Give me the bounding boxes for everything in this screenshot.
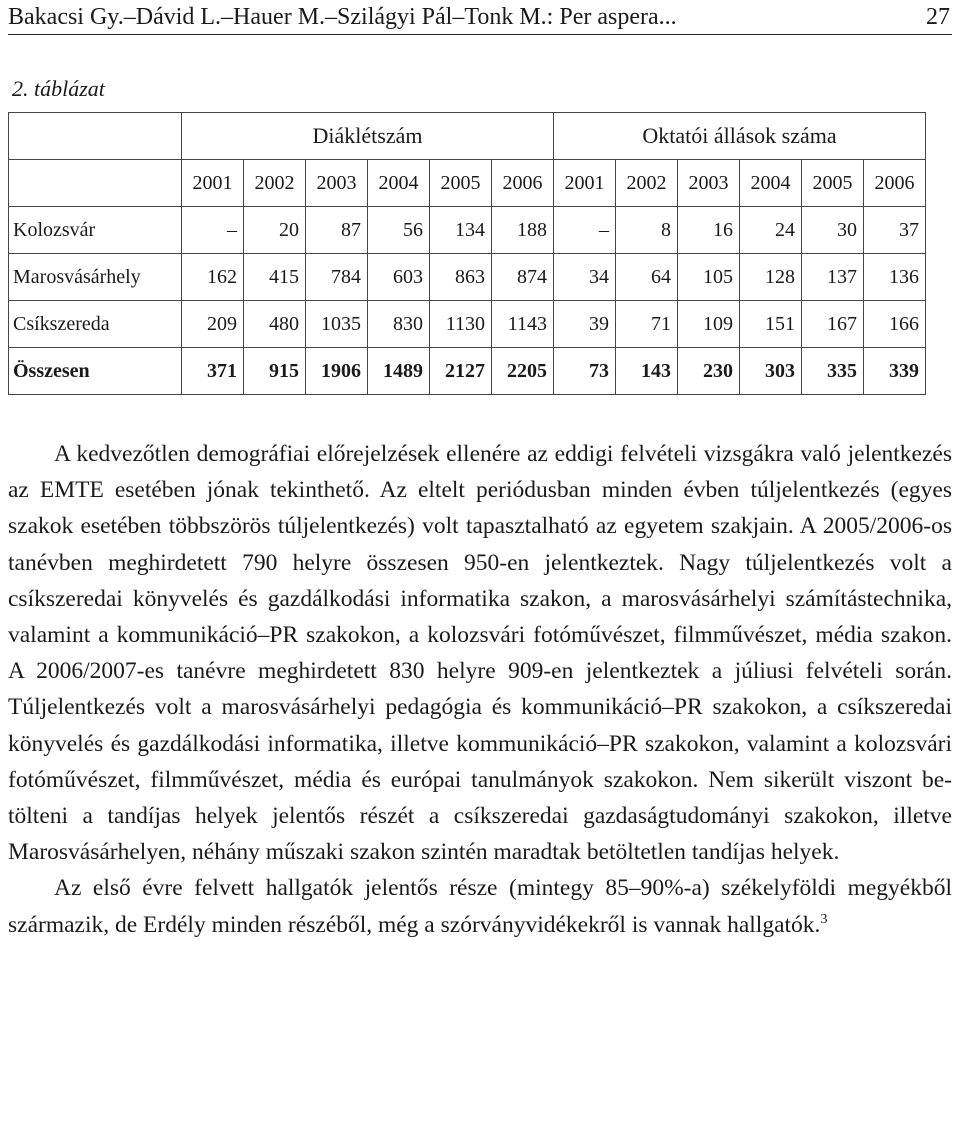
paragraph-text: A kedvezőtlen demográfiai előrejelzések ellenére az eddigi felvételi vizsgákra való jelentkezés az EMTE esetében jónak tekinthető. Az eltelt periódusban minden évben túljelentkezés (egyes szakok esetében többszörös túljelentkezés) volt tapasztalható az egyetem szakjain. A 2005/2006-os tanévben meghirdetett 790 helyre összesen 950-en jelentkeztek. Nagy túljelentkezés volt a csíkszeredai könyvelés és gazdálkodási informatika szakon, a marosvásárhelyi számítástechnika, valamint a kommunikáció–PR szakokon, a kolozsvári fotóművészet, filmművészet, média szakon. A 2006/2007-es tanévre meghirdetett 830 helyre 909-en jelentkeztek a júliusi felvételi során. Túljelentkezés volt a marosvásárhelyi pedagógia és kommunikáció–PR szakokon, a csíkszeredai könyvelés és gazdálkodási informatika, illetve kommunikáció–PR szakokon, valamint a kolozsvári fotóművészet, filmművészet, média és európai tanulmányok szakokon. Nem sikerült viszont betölteni a tandíjas helyek jelentős részét a csíkszeredai gazdaságtudományi szakokon, illetve Marosvásárhelyen, néhány műszaki szakon szintén maradtak betöltetlen tandíjas helyek. <box>8 441 952 866</box>
table-cell: 143 <box>616 348 678 395</box>
running-header <box>8 0 952 35</box>
paragraph <box>8 870 952 942</box>
table-cell: 1035 <box>306 301 368 348</box>
table-cell: 1906 <box>306 348 368 395</box>
table-cell: 162 <box>182 254 244 301</box>
table-cell: 87 <box>306 207 368 254</box>
table-cell: 603 <box>368 254 430 301</box>
table-group-header-row <box>9 113 926 160</box>
table-cell: 128 <box>740 254 802 301</box>
table-cell: 64 <box>616 254 678 301</box>
table-cell: 209 <box>182 301 244 348</box>
table-row <box>9 254 926 301</box>
year-cell: 2001 <box>182 160 244 207</box>
running-title: Bakacsi Gy.–Dávid L.–Hauer M.–Szilágyi Pál–Tonk M.: Per aspera... <box>8 4 677 30</box>
enrollment-table <box>8 112 926 395</box>
year-cell: 2006 <box>864 160 926 207</box>
empty-corner-cell <box>9 113 182 160</box>
year-cell: 2004 <box>740 160 802 207</box>
row-label-csikszereda: Csíkszereda <box>9 301 182 348</box>
table-cell: 2127 <box>430 348 492 395</box>
table-cell: 134 <box>430 207 492 254</box>
table-cell: 39 <box>554 301 616 348</box>
table-cell: 863 <box>430 254 492 301</box>
year-cell: 2006 <box>492 160 554 207</box>
table-cell: 1143 <box>492 301 554 348</box>
table-cell: 2205 <box>492 348 554 395</box>
table-cell: 1130 <box>430 301 492 348</box>
table-cell: 8 <box>616 207 678 254</box>
row-label-total: Összesen <box>9 348 182 395</box>
table-cell: 151 <box>740 301 802 348</box>
group-header-faculty: Oktatói állások száma <box>554 113 926 160</box>
table-cell: 16 <box>678 207 740 254</box>
table-row <box>9 207 926 254</box>
paragraph <box>8 436 952 870</box>
table-total-row <box>9 348 926 395</box>
table-cell: 73 <box>554 348 616 395</box>
table-cell: 830 <box>368 301 430 348</box>
table-cell: 166 <box>864 301 926 348</box>
year-cell: 2004 <box>368 160 430 207</box>
row-label-marosvasarhely: Marosvásárhely <box>9 254 182 301</box>
table-cell: 784 <box>306 254 368 301</box>
table-cell: 37 <box>864 207 926 254</box>
table-cell: 303 <box>740 348 802 395</box>
row-label-kolozsvar: Kolozsvár <box>9 207 182 254</box>
table-cell: 480 <box>244 301 306 348</box>
table-cell: 109 <box>678 301 740 348</box>
table-cell: – <box>554 207 616 254</box>
table-year-row <box>9 160 926 207</box>
table-cell: 339 <box>864 348 926 395</box>
table-cell: 1489 <box>368 348 430 395</box>
table-cell: 371 <box>182 348 244 395</box>
group-header-students: Diáklétszám <box>182 113 554 160</box>
paragraph-text: Az első évre felvett hallgatók jelentős része (mintegy 85–90%-a) székelyföldi megyékből származik, de Erdély minden részéből, még a szórványvidékekről is vannak hallgatók. <box>8 875 952 938</box>
year-cell: 2001 <box>554 160 616 207</box>
table-cell: 188 <box>492 207 554 254</box>
table-cell: 874 <box>492 254 554 301</box>
year-cell: 2002 <box>616 160 678 207</box>
table-caption: 2. táblázat <box>12 76 105 101</box>
table-cell: 167 <box>802 301 864 348</box>
table-cell: 915 <box>244 348 306 395</box>
table-cell: 105 <box>678 254 740 301</box>
table-cell: 30 <box>802 207 864 254</box>
year-cell: 2003 <box>678 160 740 207</box>
table-cell: 415 <box>244 254 306 301</box>
table-cell: 335 <box>802 348 864 395</box>
year-cell: 2005 <box>430 160 492 207</box>
table-cell: – <box>182 207 244 254</box>
empty-year-label-cell <box>9 160 182 207</box>
table-cell: 56 <box>368 207 430 254</box>
table-cell: 20 <box>244 207 306 254</box>
page-number: 27 <box>926 4 950 30</box>
table-cell: 230 <box>678 348 740 395</box>
table-cell: 24 <box>740 207 802 254</box>
footnote-marker[interactable]: 3 <box>820 911 828 927</box>
table-row <box>9 301 926 348</box>
body-text <box>8 436 952 943</box>
year-cell: 2002 <box>244 160 306 207</box>
table-cell: 137 <box>802 254 864 301</box>
table-cell: 71 <box>616 301 678 348</box>
table-cell: 136 <box>864 254 926 301</box>
year-cell: 2003 <box>306 160 368 207</box>
table-cell: 34 <box>554 254 616 301</box>
year-cell: 2005 <box>802 160 864 207</box>
